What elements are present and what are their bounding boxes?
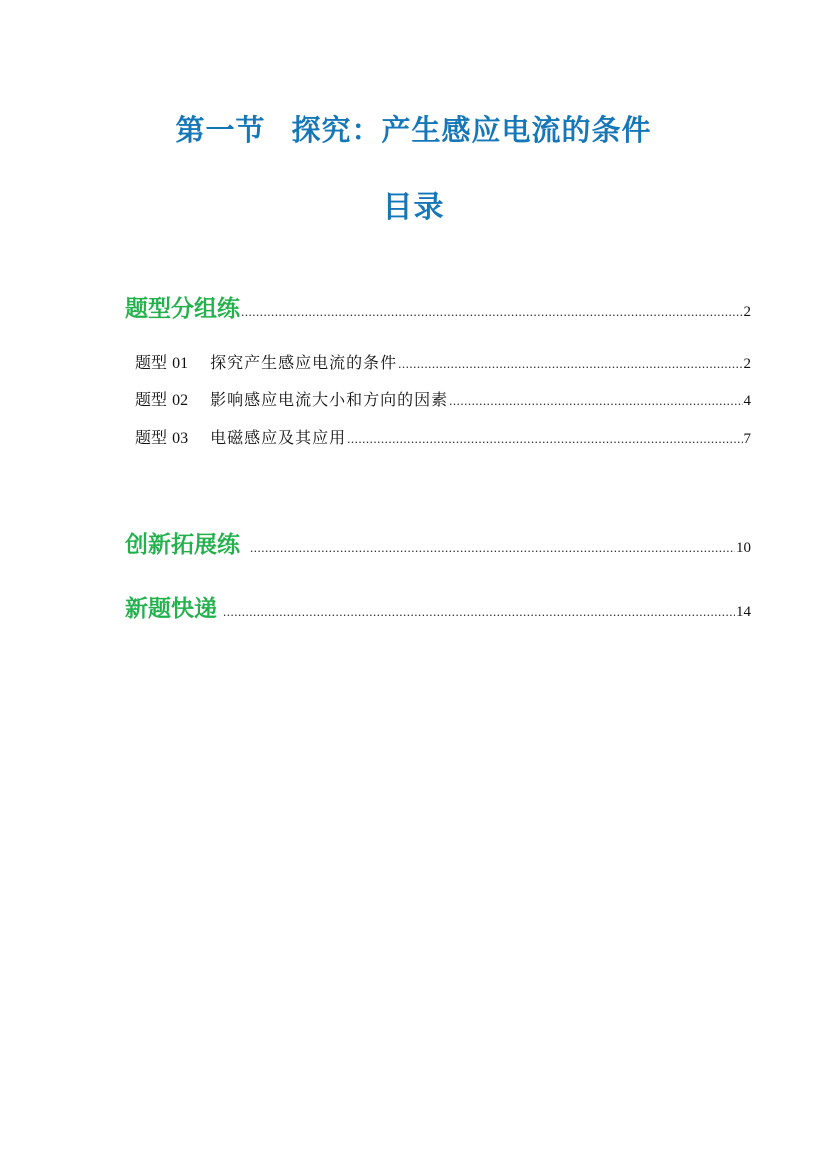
toc-leader <box>449 393 742 409</box>
toc-page-number: 4 <box>743 393 751 409</box>
toc-entry-num: 02 <box>172 392 189 409</box>
toc-entry-code <box>135 350 188 373</box>
toc-entry-prefix: 题型 <box>135 428 168 447</box>
toc-entry-label: 电磁感应及其应用 <box>210 428 347 447</box>
toc-leader <box>241 304 743 320</box>
toc-leader <box>250 540 735 556</box>
toc-entry-num: 03 <box>172 430 189 447</box>
toc-entry-prefix: 题型 <box>135 390 168 409</box>
toc-entry-group-practice[interactable] <box>125 290 751 323</box>
toc-leader <box>223 604 735 620</box>
section-title: 探究：产生感应电流的条件 <box>291 113 652 147</box>
toc-page-number: 10 <box>736 540 751 556</box>
toc-leader <box>347 431 742 447</box>
toc-page-number: 14 <box>736 604 751 620</box>
toc-entry-label: 影响感应电流大小和方向的因素 <box>210 390 449 409</box>
toc-entry-prefix: 题型 <box>135 353 168 372</box>
toc-entry-type-03[interactable] <box>135 425 751 448</box>
toc-heading: 目录 <box>382 190 445 225</box>
section-number: 第一节 <box>175 113 266 147</box>
toc-entry-new-questions[interactable] <box>125 590 751 623</box>
toc-page-number: 7 <box>743 431 751 447</box>
toc-entry-label: 探究产生感应电流的条件 <box>210 353 398 372</box>
toc-entry-innovation[interactable] <box>125 526 751 559</box>
toc-entry-type-01[interactable] <box>135 350 751 373</box>
chapter-title <box>0 112 827 148</box>
toc-page-number: 2 <box>743 356 751 372</box>
toc-entry-label: 题型分组练 <box>125 296 240 322</box>
toc-entry-code <box>135 425 188 448</box>
toc-leader <box>398 356 742 372</box>
toc-entry-num: 01 <box>172 355 189 372</box>
toc-entry-code <box>135 387 188 410</box>
toc-page-number: 2 <box>743 304 751 320</box>
toc-entry-type-02[interactable] <box>135 387 751 410</box>
toc-entry-label: 新题快递 <box>125 596 217 622</box>
toc-entry-label: 创新拓展练 <box>125 532 240 558</box>
